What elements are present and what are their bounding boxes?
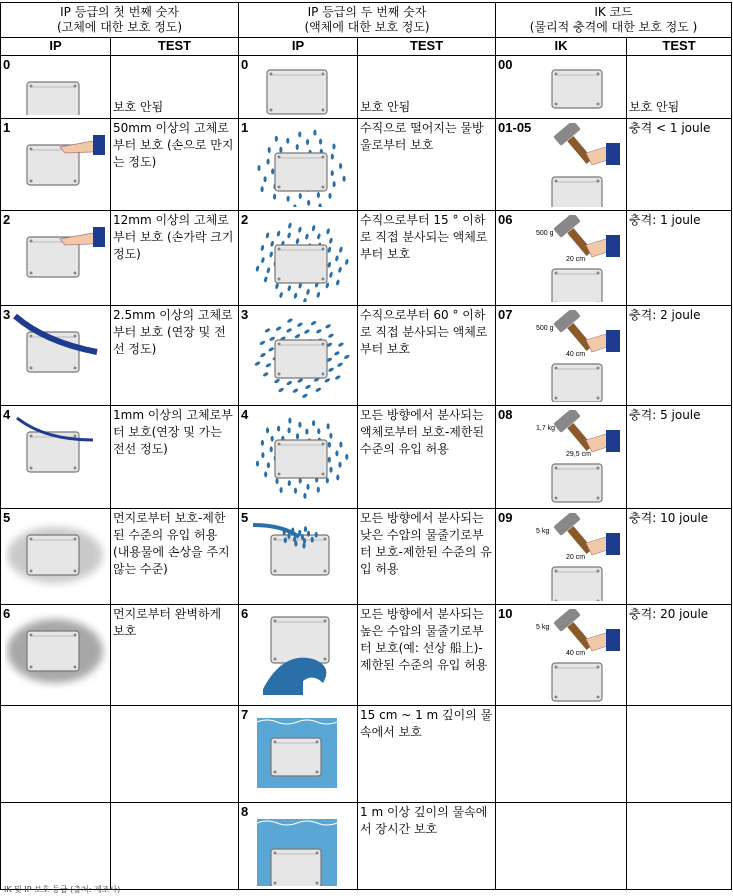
header-liquids: IP 등급의 두 번째 숫자 (액체에 대한 보호 정도) [239, 3, 496, 38]
ip1-cell [1, 119, 111, 211]
ip2-illustration [243, 611, 355, 702]
ik-code: 07 [498, 307, 513, 322]
enclosure-box [267, 70, 327, 114]
ip2-test-text: 수직으로 떨어지는 물방울로부터 보호 [358, 119, 496, 211]
enclosure-box [271, 738, 321, 776]
ip1-test-text: 먼지로부터 완벽하게 보호 [111, 605, 239, 706]
ip2-cell [239, 211, 358, 306]
ip2-cell [239, 706, 358, 803]
ip2-cell [239, 406, 358, 509]
ip1-cell [1, 803, 111, 890]
ip1-cell [1, 605, 111, 706]
ip1-cell [1, 211, 111, 306]
table-row [1, 211, 732, 306]
ip1-test-text: 50mm 이상의 고체로부터 보호 (손으로 만지는 정도) [111, 119, 239, 211]
enclosure-box [271, 617, 329, 663]
ik-code: 08 [498, 407, 513, 422]
ip2-code: 2 [241, 212, 249, 227]
ip1-cell [1, 406, 111, 509]
col-test3: TEST [627, 38, 732, 56]
ik-illustration [506, 609, 624, 702]
ip1-test-text: 1mm 이상의 고체로부터 보호(연장 및 가는 전선 정도) [111, 406, 239, 509]
ip2-test-text: 수직으로부터 15 ° 이하로 직접 분사되는 액체로부터 보호 [358, 211, 496, 306]
ik-cell [496, 605, 627, 706]
ip2-cell [239, 509, 358, 605]
ip1-code: 4 [3, 407, 11, 422]
table-row [1, 306, 732, 406]
ik-test-text: 충격: 20 joule [627, 605, 732, 706]
footnote: IK 및 IP 보호 등급 (출처: 제조사) [4, 885, 121, 894]
ik-weight-label: 5 kg [536, 528, 550, 535]
enclosure-box [552, 464, 602, 502]
ik-cell [496, 803, 627, 890]
ip1-test-text [111, 706, 239, 803]
ik-weight-label: 500 g [536, 230, 554, 237]
ip2-code: 5 [241, 510, 249, 525]
enclosure-box [271, 535, 329, 575]
ik-cell [496, 509, 627, 605]
col-ip1: IP [1, 38, 111, 56]
ik-height-label: 40 cm [566, 650, 586, 657]
ik-test-text: 충격: 2 joule [627, 306, 732, 406]
ik-illustration [506, 215, 624, 302]
enclosure-box [552, 567, 602, 601]
enclosure-box [275, 340, 327, 378]
ip1-cell [1, 306, 111, 406]
ip1-illustration [5, 611, 109, 702]
ik-cell [496, 306, 627, 406]
enclosure-box [552, 70, 602, 108]
ik-weight-label: 500 g [536, 325, 554, 332]
col-ik: IK [496, 38, 627, 56]
ip1-illustration [5, 515, 109, 601]
ip2-code: 6 [241, 606, 249, 621]
ip1-test-text: 2.5mm 이상의 고체로부터 보호 (연장 및 전선 정도) [111, 306, 239, 406]
ip1-code: 5 [3, 510, 11, 525]
ip1-test-text: 먼지로부터 보호-제한된 수준의 유입 허용 (내용물에 손상을 주지 않는 수준) [111, 509, 239, 605]
ip1-code: 0 [3, 57, 11, 72]
ik-weight-label: 1,7 kg [536, 425, 556, 432]
ip2-test-text: 모든 방향에서 분사되는 낮은 수압의 물줄기로부터 보호-제한된 수준의 유입 허용 [358, 509, 496, 605]
ip2-code: 3 [241, 307, 249, 322]
ik-code: 01-05 [498, 120, 532, 135]
ik-test-text: 보호 안됨 [627, 56, 732, 119]
enclosure-box [552, 364, 602, 402]
ip2-illustration [243, 515, 355, 601]
ip1-illustration [5, 125, 109, 207]
enclosure-box [27, 631, 79, 671]
col-ip2: IP [239, 38, 358, 56]
ip1-code: 2 [3, 212, 11, 227]
ik-cell [496, 119, 627, 211]
ip2-illustration [243, 312, 355, 402]
ik-cell [496, 706, 627, 803]
ip1-illustration [5, 62, 109, 115]
ik-test-text [627, 803, 732, 890]
enclosure-box [552, 269, 602, 302]
ip1-test-text: 보호 안됨 [111, 56, 239, 119]
table-row [1, 803, 732, 890]
ik-weight-label: 5 kg [536, 624, 550, 631]
ip2-cell [239, 803, 358, 890]
ip2-cell [239, 56, 358, 119]
ip1-cell [1, 509, 111, 605]
ip2-code: 4 [241, 407, 249, 422]
ip2-illustration [243, 809, 355, 886]
ip2-test-text: 수직으로부터 60 ° 이하로 직접 분사되는 액체로부터 보호 [358, 306, 496, 406]
ik-test-text: 충격 < 1 joule [627, 119, 732, 211]
protection-rating-table [0, 2, 732, 890]
ip1-cell [1, 706, 111, 803]
ip1-code: 6 [3, 606, 11, 621]
ip2-cell [239, 119, 358, 211]
ik-code: 10 [498, 606, 513, 621]
header-solids: IP 등급의 첫 번째 숫자 (고체에 대한 보호 정도) [1, 3, 239, 38]
header-impact: IK 코드 (물리적 충격에 대한 보호 정도 ) [496, 3, 732, 38]
ip2-code: 7 [241, 707, 249, 722]
ik-illustration [506, 123, 624, 207]
ik-illustration [506, 310, 624, 402]
ip1-cell [1, 56, 111, 119]
ik-test-text: 충격: 10 joule [627, 509, 732, 605]
ip1-illustration [5, 412, 109, 505]
ik-code: 06 [498, 212, 513, 227]
ip1-illustration [5, 312, 109, 402]
ip2-test-text: 모든 방향에서 분사되는 액체로부터 보호-제한된 수준의 유입 허용 [358, 406, 496, 509]
enclosure-box [552, 177, 602, 207]
enclosure-box [552, 663, 602, 701]
ik-test-text: 충격: 5 joule [627, 406, 732, 509]
ik-test-text: 충격: 1 joule [627, 211, 732, 306]
ip1-test-text: 12mm 이상의 고체로부터 보호 (손가락 크기 정도) [111, 211, 239, 306]
ik-code: 09 [498, 510, 513, 525]
ip2-code: 8 [241, 804, 249, 819]
ip2-illustration [243, 217, 355, 302]
ip2-illustration [243, 412, 355, 505]
ip2-illustration [243, 125, 355, 207]
table-row [1, 119, 732, 211]
ik-height-label: 20 cm [566, 256, 586, 263]
ip1-code: 1 [3, 120, 11, 135]
enclosure-box [27, 535, 79, 575]
ip1-code: 3 [3, 307, 11, 322]
col-test2: TEST [358, 38, 496, 56]
ip2-test-text: 15 cm ~ 1 m 깊이의 물속에서 보호 [358, 706, 496, 803]
ip2-cell [239, 306, 358, 406]
ip2-test-text: 보호 안됨 [358, 56, 496, 119]
enclosure-box [27, 82, 79, 115]
ip2-illustration [243, 712, 355, 799]
ip2-cell [239, 605, 358, 706]
table-row [1, 605, 732, 706]
table-row [1, 56, 732, 119]
ip1-illustration [5, 217, 109, 302]
ik-cell [496, 211, 627, 306]
ik-height-label: 29,5 cm [566, 451, 591, 458]
enclosure-box [271, 849, 321, 886]
ip2-code: 1 [241, 120, 249, 135]
enclosure-box [275, 245, 327, 283]
ik-cell [496, 406, 627, 509]
enclosure-box [275, 440, 327, 478]
ik-illustration [506, 513, 624, 601]
ip2-test-text: 1 m 이상 깊이의 물속에서 장시간 보호 [358, 803, 496, 890]
ik-illustration [506, 60, 624, 115]
col-test1: TEST [111, 38, 239, 56]
table-row [1, 509, 732, 605]
ik-height-label: 40 cm [566, 351, 586, 358]
enclosure-box [275, 153, 327, 191]
ip2-test-text: 모든 방향에서 분사되는 높은 수압의 물줄기로부터 보호(예: 선상 船上)-제한된 수준의 유입 허용 [358, 605, 496, 706]
ik-height-label: 20 cm [566, 554, 586, 561]
table-row [1, 406, 732, 509]
ip1-test-text [111, 803, 239, 890]
ip2-code: 0 [241, 57, 249, 72]
ik-illustration [506, 410, 624, 505]
ip2-illustration [243, 62, 355, 115]
ik-code: 00 [498, 57, 513, 72]
ik-test-text [627, 706, 732, 803]
ik-cell [496, 56, 627, 119]
table-row [1, 706, 732, 803]
